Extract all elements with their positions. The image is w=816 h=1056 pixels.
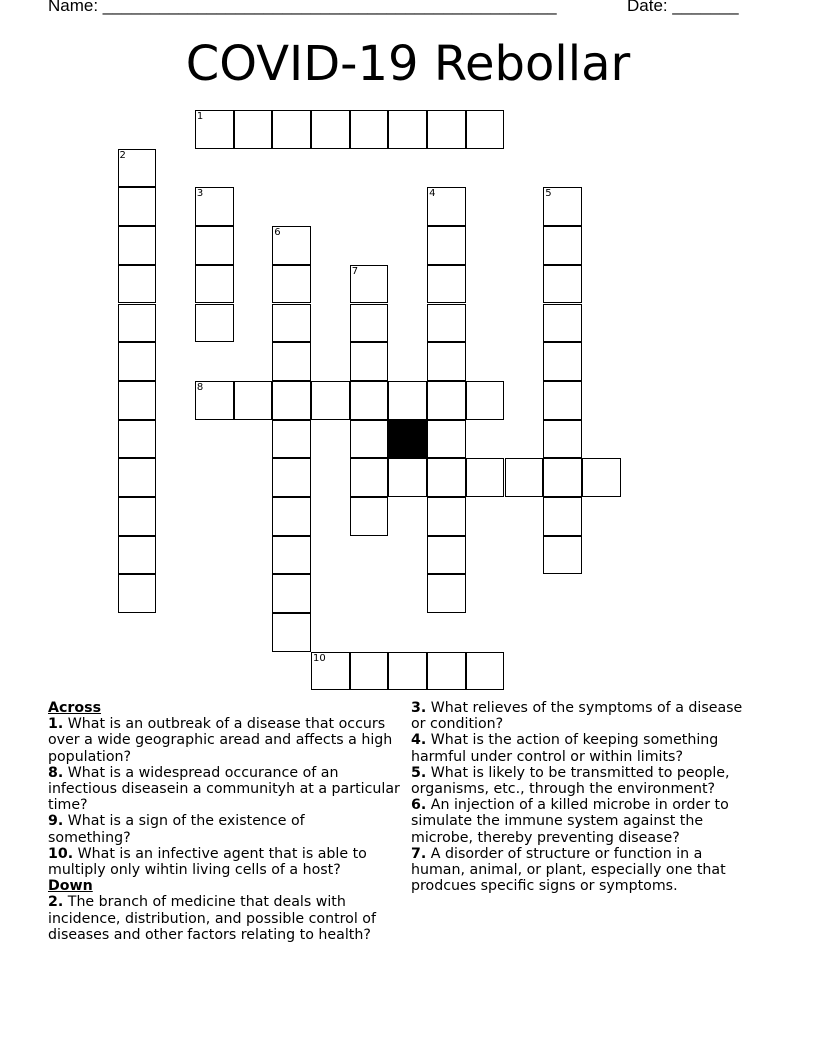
- grid-cell[interactable]: [350, 342, 389, 381]
- grid-cell[interactable]: [118, 265, 157, 304]
- grid-cell[interactable]: [543, 226, 582, 265]
- grid-cell[interactable]: [388, 381, 427, 420]
- grid-cell[interactable]: [195, 187, 234, 226]
- grid-cell[interactable]: [311, 381, 350, 420]
- grid-cell[interactable]: [505, 458, 544, 497]
- cell-number: 4: [429, 188, 436, 200]
- grid-cell[interactable]: [234, 110, 273, 149]
- clue-text: What is likely to be transmitted to people, organisms, etc., through the environment?: [411, 764, 730, 798]
- grid-cell[interactable]: [350, 458, 389, 497]
- cell-number: 10: [313, 652, 326, 664]
- grid-cell[interactable]: [543, 458, 582, 497]
- grid-cell[interactable]: [118, 226, 157, 265]
- clue-down-6: [411, 797, 756, 846]
- grid-block-cell: [388, 420, 427, 459]
- clue-number: 4.: [411, 732, 427, 749]
- grid-cell[interactable]: [427, 342, 466, 381]
- cell-number: 2: [119, 149, 126, 161]
- grid-cell[interactable]: [466, 110, 505, 149]
- grid-cell[interactable]: [350, 265, 389, 304]
- grid-cell[interactable]: [427, 110, 466, 149]
- grid-cell[interactable]: [272, 304, 311, 343]
- grid-cell[interactable]: [118, 420, 157, 459]
- clue-text: An injection of a killed microbe in order to simulate the immune system against the microbe, thereby preventing disease?: [411, 797, 729, 846]
- grid-cell[interactable]: [543, 536, 582, 575]
- grid-cell[interactable]: [350, 497, 389, 536]
- grid-cell[interactable]: [543, 381, 582, 420]
- grid-cell[interactable]: [272, 226, 311, 265]
- grid-cell[interactable]: [427, 497, 466, 536]
- grid-cell[interactable]: [350, 652, 389, 691]
- cell-number: 5: [545, 188, 552, 200]
- grid-cell[interactable]: [427, 265, 466, 304]
- grid-cell[interactable]: [118, 342, 157, 381]
- grid-cell[interactable]: [427, 420, 466, 459]
- grid-cell[interactable]: [388, 458, 427, 497]
- clue-number: 8.: [48, 764, 64, 781]
- date-field[interactable]: Date: _______: [627, 0, 739, 15]
- clue-text: What relieves of the symptoms of a disease or condition?: [411, 700, 743, 733]
- clue-text: What is an infective agent that is able to multiply only wihtin living cells of a host?: [48, 845, 367, 879]
- grid-cell[interactable]: [543, 265, 582, 304]
- grid-cell[interactable]: [427, 652, 466, 691]
- grid-cell[interactable]: [272, 420, 311, 459]
- grid-cell[interactable]: [427, 536, 466, 575]
- clues-left-column: [48, 700, 408, 943]
- grid-cell[interactable]: [543, 187, 582, 226]
- clue-across-1: [48, 716, 408, 765]
- grid-cell[interactable]: [543, 497, 582, 536]
- grid-cell[interactable]: [118, 536, 157, 575]
- name-field[interactable]: Name: ________________________________________________: [48, 0, 557, 15]
- grid-cell[interactable]: [272, 265, 311, 304]
- grid-cell[interactable]: [118, 149, 157, 188]
- grid-cell[interactable]: [427, 574, 466, 613]
- grid-cell[interactable]: [195, 265, 234, 304]
- clue-number: 6.: [411, 797, 427, 814]
- clue-number: 10.: [48, 845, 74, 862]
- grid-cell[interactable]: [195, 226, 234, 265]
- grid-cell[interactable]: [272, 613, 311, 652]
- grid-cell[interactable]: [272, 110, 311, 149]
- cell-number: 6: [274, 227, 281, 239]
- clue-down-4: [411, 732, 756, 764]
- grid-cell[interactable]: [195, 304, 234, 343]
- clue-text: What is the action of keeping something harmful under control or within limits?: [411, 732, 719, 765]
- clue-number: 5.: [411, 764, 427, 781]
- grid-cell[interactable]: [118, 497, 157, 536]
- grid-cell[interactable]: [272, 381, 311, 420]
- cell-number: 7: [351, 265, 359, 277]
- grid-cell[interactable]: [543, 342, 582, 381]
- grid-cell[interactable]: [234, 381, 273, 420]
- grid-cell[interactable]: [350, 381, 389, 420]
- grid-cell[interactable]: [272, 458, 311, 497]
- grid-cell[interactable]: [311, 652, 350, 691]
- cell-number: 1: [196, 111, 204, 122]
- clue-number: 3.: [411, 700, 427, 716]
- clue-across-9: [48, 813, 348, 845]
- grid-cell[interactable]: [543, 304, 582, 343]
- clues-right-column: [411, 700, 756, 894]
- grid-cell[interactable]: [118, 381, 157, 420]
- grid-cell[interactable]: [350, 420, 389, 459]
- grid-cell[interactable]: [427, 458, 466, 497]
- grid-cell[interactable]: [582, 458, 621, 497]
- clue-number: 1.: [48, 716, 64, 733]
- grid-cell[interactable]: [427, 187, 466, 226]
- grid-cell[interactable]: [311, 110, 350, 149]
- grid-cell[interactable]: [466, 381, 505, 420]
- clue-down-2: [48, 894, 408, 943]
- cell-number: 8: [196, 381, 204, 393]
- grid-cell[interactable]: [195, 381, 234, 420]
- grid-cell[interactable]: [272, 536, 311, 575]
- grid-cell[interactable]: [427, 381, 466, 420]
- clue-text: A disorder of structure or function in a human, animal, or plant, especially one that prodcues specific signs or symptoms.: [411, 845, 726, 895]
- grid-cell[interactable]: [543, 420, 582, 459]
- clue-number: 9.: [48, 813, 64, 830]
- clue-number: 2.: [48, 894, 64, 911]
- grid-cell[interactable]: [388, 652, 427, 691]
- grid-cell[interactable]: [427, 304, 466, 343]
- grid-cell[interactable]: [350, 304, 389, 343]
- grid-cell[interactable]: [427, 226, 466, 265]
- clue-across-10: [48, 846, 408, 878]
- grid-cell[interactable]: [272, 574, 311, 613]
- grid-cell[interactable]: [195, 110, 234, 149]
- grid-cell[interactable]: [118, 304, 157, 343]
- clue-number: 7.: [411, 845, 427, 862]
- across-heading: Across: [48, 700, 102, 716]
- clue-text: The branch of medicine that deals with incidence, distribution, and possible control of diseases and other factors relating to health?: [48, 894, 376, 943]
- clue-down-5: [411, 765, 756, 797]
- grid-cell[interactable]: [118, 574, 157, 613]
- grid-cell[interactable]: [350, 110, 389, 149]
- puzzle-title: COVID-19 Rebollar: [185, 36, 631, 92]
- clue-text: What is an outbreak of a disease that occurs over a wide geographic aread and affects a high population?: [48, 716, 393, 765]
- grid-cell[interactable]: [272, 342, 311, 381]
- clue-text: What is a sign of the existence of something?: [48, 813, 305, 846]
- cell-number: 3: [196, 188, 204, 200]
- clue-text: What is a widespread occurance of an infectious diseasein a communityh at a particular time?: [48, 764, 400, 814]
- clue-across-8: [48, 765, 408, 814]
- grid-cell[interactable]: [118, 458, 157, 497]
- grid-cell[interactable]: [272, 497, 311, 536]
- down-heading: Down: [48, 878, 93, 895]
- grid-cell[interactable]: [118, 187, 157, 226]
- grid-cell[interactable]: [466, 458, 505, 497]
- clue-down-7: [411, 846, 756, 895]
- grid-cell[interactable]: [466, 652, 505, 691]
- clue-down-3: [411, 700, 756, 732]
- grid-cell[interactable]: [388, 110, 427, 149]
